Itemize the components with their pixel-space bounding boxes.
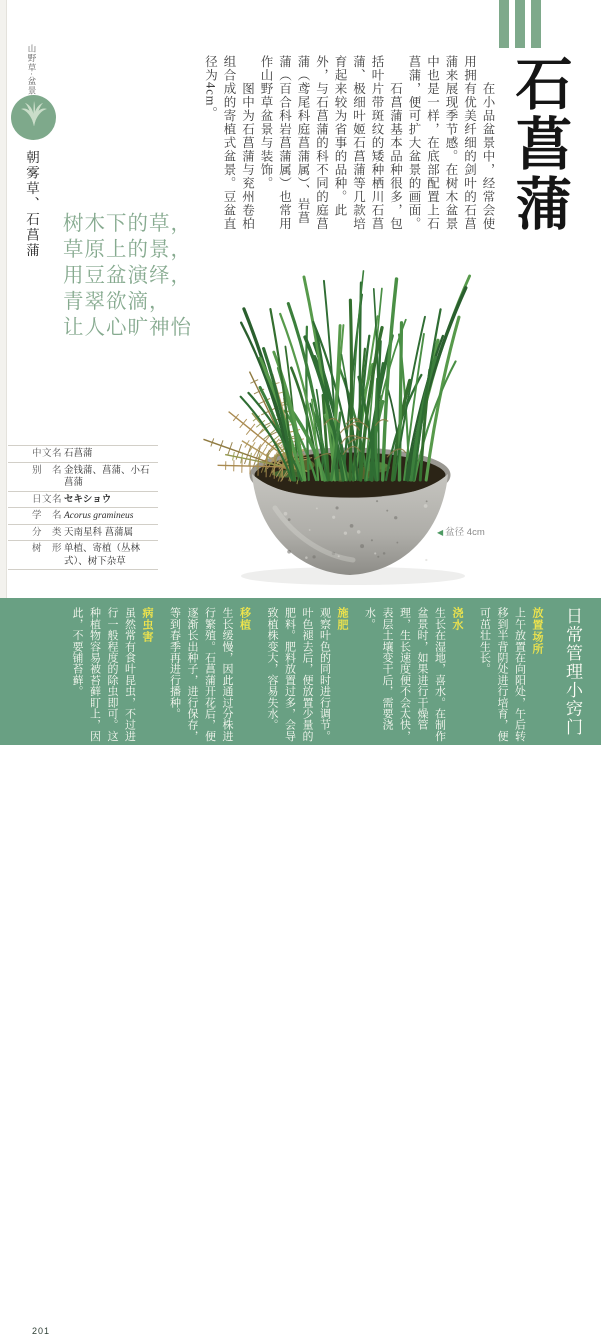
row-value: 石菖蒲 [64, 448, 93, 459]
photo-caption [437, 524, 485, 538]
series-badge [11, 95, 56, 140]
chapter-title: 朝雾草、石菖蒲 [24, 150, 39, 259]
row-label: 分 类 [32, 526, 63, 538]
leaf-icon [17, 98, 51, 137]
caption-text: 盆径 4cm [445, 527, 485, 538]
table-row [8, 445, 158, 462]
table-row [8, 491, 158, 508]
care-section-transplanting [165, 607, 253, 743]
section-body: 生长在湿地，喜水。在制作盆景时，如果进行干燥管理，生长速度便不会太快，表层土壤变干后，需要浇水。 [363, 607, 446, 742]
decorative-bars-icon [499, 0, 541, 48]
care-section-fertilizing [263, 607, 351, 743]
care-section-watering [360, 607, 465, 743]
row-label: 日文名 [32, 493, 63, 505]
row-label: 学 名 [32, 510, 63, 521]
caption-arrow-icon: ◀ [437, 528, 444, 537]
row-label: 中文名 [32, 448, 63, 459]
row-value: セキショウ [64, 493, 112, 505]
section-body: 上午放置在向阳处，午后转移到半背阴处进行培育，便可茁壮生长。 [478, 607, 526, 742]
care-tips-content [58, 607, 586, 743]
table-row [8, 507, 158, 524]
intro-paragraph: 石菖蒲基本品种很多，包括叶片带斑纹的矮种栖川石菖蒲、极细叶姬石菖蒲等几款培育起来较为省事的品种。此外，与石菖蒲的科不同的庭菖蒲（鸢尾科庭菖蒲属）、岩菖蒲（百合科岩菖蒲属）也常用作山野草盆景与装饰。 [259, 55, 403, 231]
poem-line: 草原上的景， [63, 239, 192, 261]
intro-text [201, 55, 497, 235]
section-title: 浇水 [451, 607, 463, 631]
plant-info-table [8, 445, 158, 570]
page-edge [0, 0, 7, 598]
care-section-placement [475, 607, 545, 743]
section-body: 虽然常有食叶昆虫，不过进行一般程度的除虫即可。这种植物容易被苔藓盯上，因此，不要铺苔藓。 [71, 607, 136, 742]
section-title: 病虫害 [141, 607, 153, 643]
row-value: 天南星科 菖蒲属 [64, 526, 134, 538]
section-body: 生长缓慢，因此通过分株进行繁殖。石菖蒲开花后，便逐渐长出种子，进行保存，等到春季再进行播种。 [168, 607, 233, 742]
row-label: 别 名 [32, 464, 63, 476]
poem-line: 树木下的草， [63, 213, 192, 235]
poem-line: 让人心旷神怡 [63, 317, 192, 339]
table-row [8, 462, 158, 491]
row-label: 树 形 [32, 543, 63, 554]
series-category: 山野草·盆景 [27, 44, 37, 96]
intro-paragraph: 图中为石菖蒲与兖州卷柏组合成的寄植式盆景。豆盆直径为4cm。 [203, 55, 255, 231]
section-body: 观察叶色的同时进行调节。叶色褪去后，便放置少量的肥料。肥料放置过多，会导致植株变大，容易失水。 [266, 607, 331, 742]
care-heading: 日常管理小窍门 [563, 607, 582, 737]
poem [63, 211, 192, 341]
poem-line: 用豆盆演绎， [63, 265, 192, 287]
section-title: 移植 [238, 607, 251, 631]
row-value: 金钱蒲、菖蒲、小石菖蒲 [64, 464, 150, 488]
row-value: Acorus gramineus [64, 511, 134, 521]
table-row [8, 524, 158, 541]
intro-paragraph: 在小品盆景中，经常会使用拥有优美纤细的剑叶的石菖蒲来展现季节感。在树木盆景中也是一样，在底部配置上石菖蒲，便可扩大盆景的画面。 [407, 55, 495, 231]
care-section-pests [68, 607, 156, 743]
row-value: 单植、寄植（丛林式）、树下杂草 [64, 543, 141, 567]
section-title: 放置场所 [531, 607, 543, 655]
care-tips-band [0, 598, 601, 1336]
table-row [8, 540, 158, 570]
poem-line: 青翠欲滴， [63, 291, 171, 313]
page-number: 201 [32, 1326, 51, 1336]
page-title: 石菖蒲 [507, 54, 570, 234]
section-title: 施肥 [336, 607, 348, 631]
